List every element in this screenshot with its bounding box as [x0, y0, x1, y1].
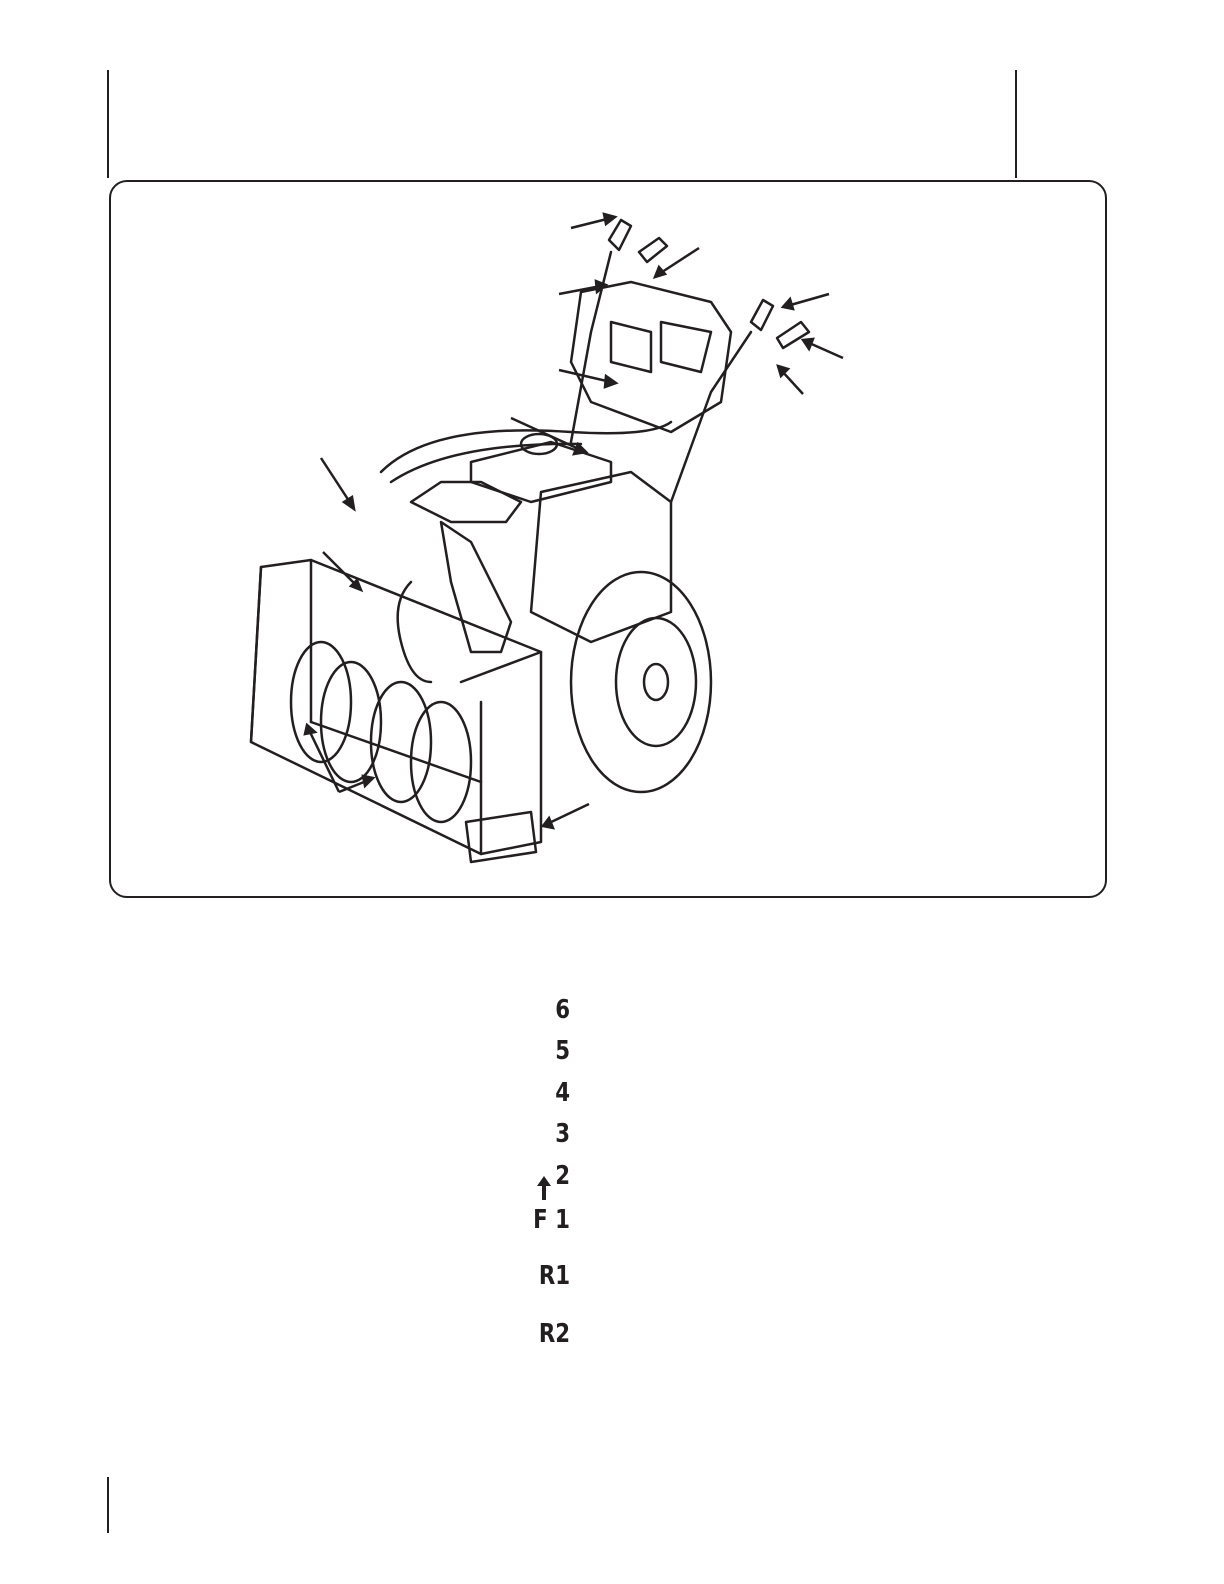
- right-handle-bar: [671, 332, 751, 502]
- callout-arrow-5: [803, 339, 843, 358]
- left-handle-grip-2: [639, 238, 667, 262]
- callout-arrow-1: [571, 214, 615, 228]
- shift-position-6: 6: [555, 995, 570, 1025]
- callout-arrow-11: [305, 725, 373, 792]
- shift-position-3: 3: [555, 1119, 570, 1149]
- left-margin-rule-top: [107, 70, 109, 178]
- shift-position-4: 4: [555, 1078, 570, 1108]
- callout-arrow-2: [655, 248, 699, 277]
- shift-position-r1: R1: [538, 1261, 570, 1291]
- callout-arrow-4: [783, 294, 829, 309]
- right-handle-grip: [751, 300, 773, 330]
- snow-thrower-illustration: [111, 182, 1105, 896]
- right-handle-grip-2: [777, 322, 809, 348]
- shift-position-r2: R2: [538, 1319, 570, 1349]
- shift-position-f1: F 1: [533, 1205, 570, 1235]
- shift-position-2: 2: [555, 1161, 570, 1191]
- shift-position-5: 5: [555, 1036, 570, 1066]
- discharge-chute: [411, 482, 521, 522]
- callout-arrow-9: [321, 458, 354, 509]
- auger-housing: [251, 560, 541, 854]
- callout-arrow-6: [778, 366, 803, 394]
- left-handle-bar: [571, 252, 611, 442]
- callout-arrow-10: [323, 552, 361, 590]
- left-handle-grip: [609, 220, 631, 250]
- right-margin-rule-top: [1015, 70, 1017, 178]
- forward-arrow-icon: [537, 1176, 551, 1200]
- drive-wheel: [571, 572, 711, 792]
- figure-frame: [109, 180, 1107, 898]
- left-margin-rule-bottom: [107, 1477, 109, 1533]
- skid-shoe: [466, 812, 536, 862]
- callout-arrows: [305, 214, 843, 828]
- callout-arrow-7: [559, 370, 616, 387]
- callout-arrow-12: [543, 804, 589, 828]
